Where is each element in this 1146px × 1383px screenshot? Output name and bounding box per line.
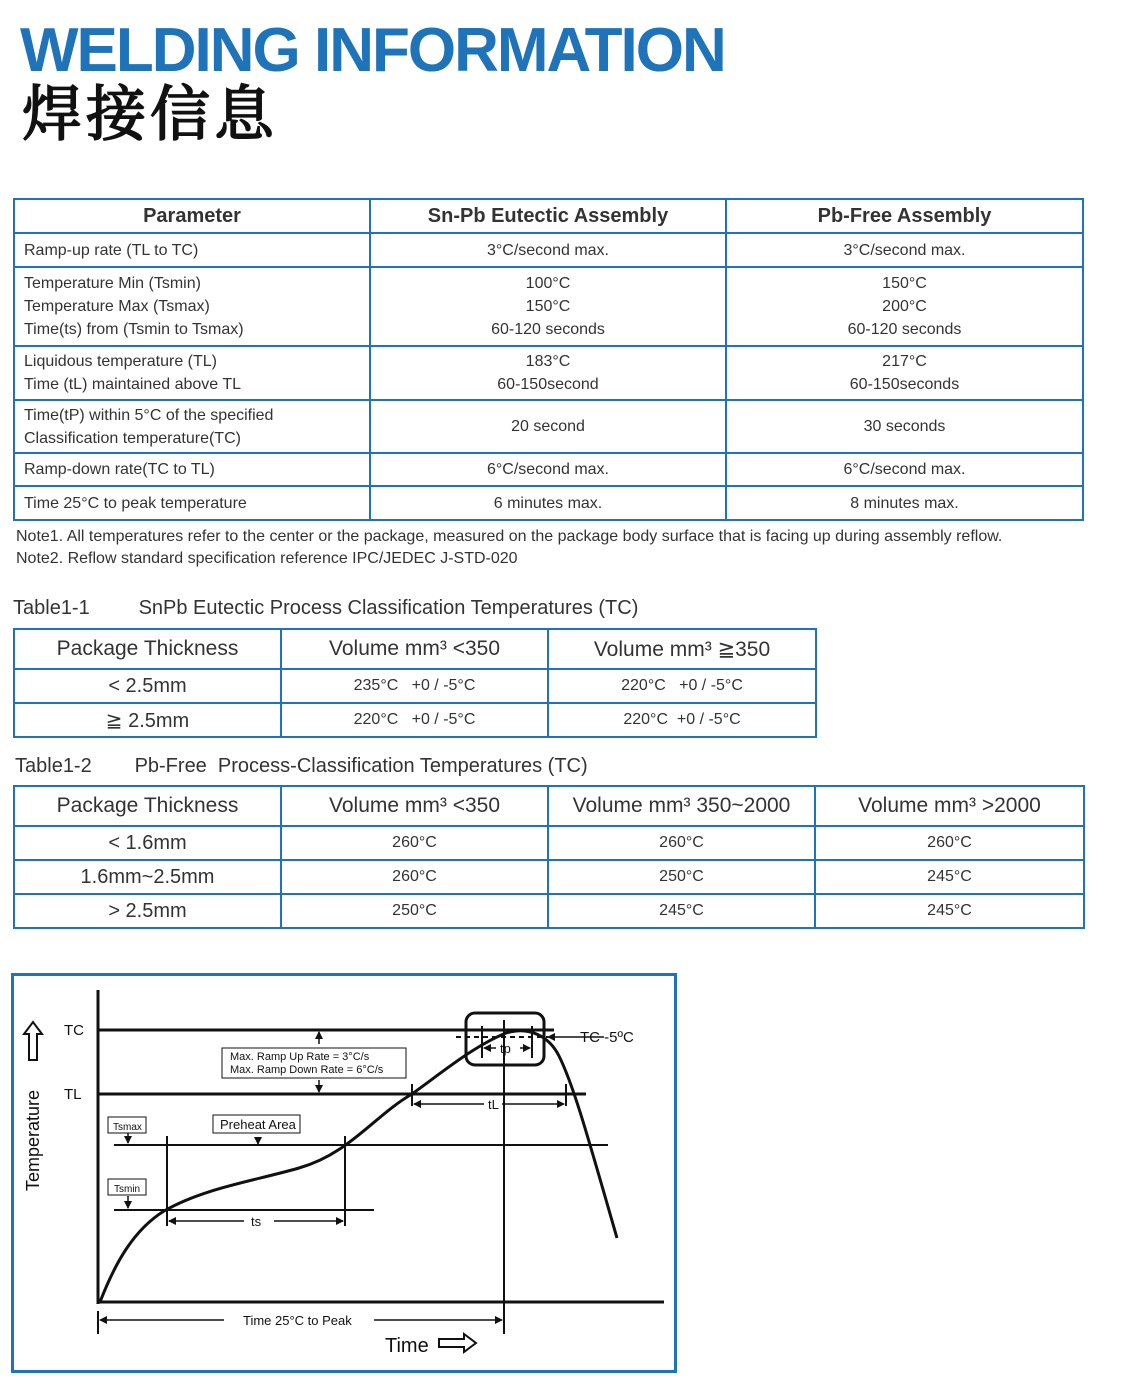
value-text: 150°C <box>525 298 571 315</box>
param-cell <box>14 453 370 486</box>
value-cell <box>726 267 1083 346</box>
param-cell <box>14 346 370 400</box>
param-cell <box>14 400 370 453</box>
header-cell: Volume mm³ ≧350 <box>548 629 816 669</box>
value-text: 60-120 seconds <box>847 321 962 338</box>
value-cell <box>726 453 1083 486</box>
tsmin-label: Tsmin <box>114 1184 141 1195</box>
param-text: Time(ts) from (Tsmin to Tsmax) <box>24 321 244 338</box>
value-cell <box>370 267 726 346</box>
value-text: 30 seconds <box>863 418 946 435</box>
param-text: Temperature Min (Tsmin) <box>24 275 201 292</box>
value-text: 6°C/second max. <box>486 461 609 478</box>
table-row <box>14 486 1083 520</box>
header-cell: Volume mm³ <350 <box>281 786 548 826</box>
table1-2-caption <box>15 755 588 778</box>
param-text: Classification temperature(TC) <box>24 429 241 447</box>
header-cell: Volume mm³ 350~2000 <box>548 786 815 826</box>
header-snpb: Sn-Pb Eutectic Assembly <box>370 199 726 233</box>
value-cell <box>370 400 726 453</box>
table-row <box>14 267 1083 346</box>
table-header-row <box>14 786 1084 826</box>
value-text: 100°C <box>525 275 571 292</box>
value-cell <box>726 233 1083 267</box>
table1-2 <box>13 785 1085 929</box>
note-2: Note2. Reflow standard specification reference IPC/JEDEC J-STD-020 <box>16 550 518 567</box>
param-text: Ramp-up rate (TL to TC) <box>24 241 199 259</box>
value-text: 3°C/second max. <box>843 241 966 259</box>
value-cell <box>370 233 726 267</box>
thickness-cell: < 1.6mm <box>14 826 281 860</box>
value-cell <box>726 486 1083 520</box>
table-row <box>14 400 1083 453</box>
table-row <box>14 346 1083 400</box>
header-cell: Volume mm³ <350 <box>281 629 548 669</box>
x-axis-title: Time <box>385 1335 429 1357</box>
note-1: Note1. All temperatures refer to the center or the package, measured on the package body surface that is facing up during assembly reflow. <box>16 528 1003 545</box>
param-cell <box>14 233 370 267</box>
value-cell <box>370 346 726 400</box>
thickness-cell: 1.6mm~2.5mm <box>14 860 281 894</box>
param-text: Liquidous temperature (TL) <box>24 353 217 370</box>
reflow-profile-svg <box>14 976 674 1370</box>
table1-1-caption <box>13 597 638 620</box>
up-arrow-icon <box>24 1022 42 1060</box>
header-cell: Volume mm³ >2000 <box>815 786 1084 826</box>
param-text: Temperature Max (Tsmax) <box>24 298 210 315</box>
right-arrow-icon <box>439 1334 476 1352</box>
param-cell <box>14 267 370 346</box>
value-text: 3°C/second max. <box>486 241 609 259</box>
header-pbfree: Pb-Free Assembly <box>726 199 1083 233</box>
table-row <box>14 894 1084 928</box>
value-text: 6°C/second max. <box>843 461 966 478</box>
param-text: Ramp-down rate(TC to TL) <box>24 461 215 478</box>
page-title: WELDING INFORMATION <box>20 16 725 85</box>
table1-1-id: Table1-1 <box>13 597 90 619</box>
table-row <box>14 233 1083 267</box>
value-cell: 235°C +0 / -5°C <box>281 669 548 703</box>
welding-parameter-table <box>13 198 1084 521</box>
tl-time-label: tL <box>488 1097 499 1112</box>
value-text: 60-150second <box>497 376 599 393</box>
table-row <box>14 860 1084 894</box>
value-text: 6 minutes max. <box>493 494 603 512</box>
value-text: 200°C <box>882 298 927 315</box>
table-row <box>14 826 1084 860</box>
tsmax-label: Tsmax <box>113 1122 142 1133</box>
param-text: Time(tP) within 5°C of the specified <box>24 406 274 424</box>
value-cell: 260°C <box>548 826 815 860</box>
value-cell <box>726 400 1083 453</box>
table1-2-id: Table1-2 <box>15 755 92 777</box>
time-to-peak-label: Time 25°C to Peak <box>243 1313 352 1328</box>
value-cell: 220°C +0 / -5°C <box>548 669 816 703</box>
table1-2-title: Pb-Free Process-Classification Temperatures (TC) <box>134 755 588 777</box>
value-text: 150°C <box>882 275 927 292</box>
page-title-chinese: 焊接信息 <box>22 80 278 150</box>
reflow-profile-diagram <box>11 973 677 1373</box>
value-cell: 220°C +0 / -5°C <box>281 703 548 737</box>
ramp-up-label: Max. Ramp Up Rate = 3°C/s <box>230 1051 370 1063</box>
tc-label: TC <box>64 1022 84 1039</box>
value-text: 183°C <box>525 353 571 370</box>
value-cell: 250°C <box>548 860 815 894</box>
value-cell: 260°C <box>281 826 548 860</box>
table1-1 <box>13 628 817 738</box>
value-text: 217°C <box>882 353 927 370</box>
tl-label: TL <box>64 1086 82 1103</box>
value-cell <box>370 453 726 486</box>
value-cell <box>726 346 1083 400</box>
thickness-cell: > 2.5mm <box>14 894 281 928</box>
preheat-area-label: Preheat Area <box>220 1117 296 1132</box>
value-cell: 250°C <box>281 894 548 928</box>
ts-label: ts <box>251 1214 262 1229</box>
value-text: 60-120 seconds <box>491 321 605 338</box>
param-cell <box>14 486 370 520</box>
value-text: 20 second <box>511 418 585 435</box>
value-cell: 245°C <box>548 894 815 928</box>
y-axis-title: Temperature <box>23 1089 43 1191</box>
header-cell: Package Thickness <box>14 629 281 669</box>
thickness-cell: < 2.5mm <box>14 669 281 703</box>
table1-1-title: SnPb Eutectic Process Classification Temperatures (TC) <box>138 597 639 619</box>
ramp-down-label: Max. Ramp Down Rate = 6°C/s <box>230 1064 384 1076</box>
value-cell: 260°C <box>281 860 548 894</box>
tp-label: tp <box>500 1041 511 1056</box>
param-text: Time 25°C to peak temperature <box>24 494 247 512</box>
value-cell: 260°C <box>815 826 1084 860</box>
table-row <box>14 453 1083 486</box>
value-cell: 245°C <box>815 860 1084 894</box>
table-row <box>14 669 816 703</box>
table-header-row <box>14 629 816 669</box>
param-text: Time (tL) maintained above TL <box>24 376 241 393</box>
table-header-row <box>14 199 1083 233</box>
value-cell: 245°C <box>815 894 1084 928</box>
value-cell <box>370 486 726 520</box>
thickness-cell: ≧ 2.5mm <box>14 703 281 737</box>
notes <box>16 526 1002 570</box>
value-text: 60-150seconds <box>849 376 960 393</box>
value-cell: 220°C +0 / -5°C <box>548 703 816 737</box>
table-row <box>14 703 816 737</box>
value-text: 8 minutes max. <box>850 494 959 512</box>
tc-minus5-label: TC -5ºC <box>580 1029 634 1046</box>
header-cell: Package Thickness <box>14 786 281 826</box>
header-parameter: Parameter <box>14 199 370 233</box>
